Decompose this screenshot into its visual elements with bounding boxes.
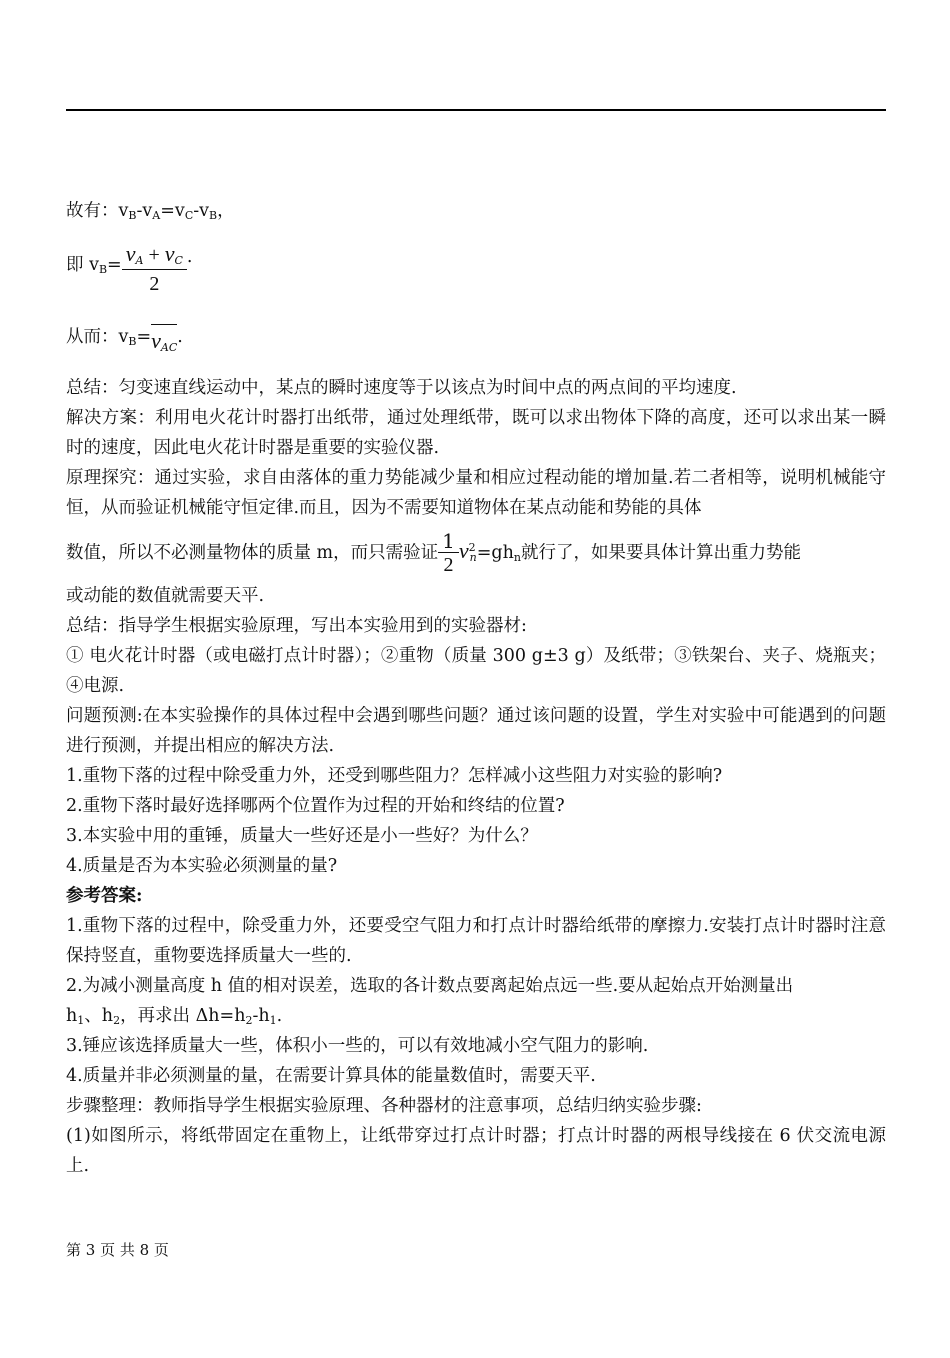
problem-prediction: 问题预测:在本实验操作的具体过程中会遇到哪些问题？通过该问题的设置，学生对实验中可能遇到的问题进行预测，并提出相应的解决方法. bbox=[66, 706, 886, 756]
answer-2: 2.为减小测量高度 h 值的相对误差，选取的各计数点要离起始点远一些.要从起始点开始测量出 bbox=[66, 976, 794, 996]
steps-intro: 步骤整理：教师指导学生根据实验原理、各种器材的注意事项，总结归纳实验步骤: bbox=[66, 1096, 702, 1116]
fraction-one-half: $\frac{1}{2}$ bbox=[438, 530, 459, 577]
answer-2-formula: $h_1$、$h_2$，再求出 $\Delta h=h_2-h_1$. bbox=[66, 1006, 283, 1027]
header-rule bbox=[66, 109, 886, 111]
fraction-va-plus-vc: $\frac{v_A + v_C}{2}$ bbox=[122, 240, 187, 298]
principle-paragraph-end: 或动能的数值就需要天平. bbox=[66, 586, 265, 606]
answer-3: 3.锤应该选择质量大一些，体积小一些的，可以有效地减小空气阻力的影响. bbox=[66, 1036, 649, 1056]
equation-vb-average: 即 $v_B=$ $\frac{v_A + v_C}{2}$ . bbox=[66, 240, 886, 298]
step-1: (1)如图所示，将纸带固定在重物上，让纸带穿过打点计时器；打点计时器的两根导线接在 6 伏交流电源上. bbox=[66, 1126, 886, 1176]
equipment-summary: 总结：指导学生根据实验原理，写出本实验用到的实验器材: bbox=[66, 616, 527, 636]
question-2: 2.重物下落时最好选择哪两个位置作为过程的开始和终结的位置? bbox=[66, 796, 565, 816]
question-3: 3.本实验中用的重锤，质量大一些好还是小一些好？为什么？ bbox=[66, 826, 538, 846]
question-1: 1.重物下落的过程中除受重力外，还受到哪些阻力？怎样减小这些阻力对实验的影响? bbox=[66, 766, 723, 786]
body-text bbox=[66, 373, 886, 1181]
principle-formula-line: 数值，所以不必测量物体的质量 m，而只需验证 $\frac{1}{2}$ $v^2_n=gh_n$就行了，如果要具体计算出重力势能 bbox=[66, 529, 801, 576]
answer-4: 4.质量并非必须测量的量，在需要计算具体的能量数值时，需要天平. bbox=[66, 1066, 596, 1086]
equation-vb-mean-ac: 从而：$v_B=v_{AC}$. bbox=[66, 318, 886, 352]
answers-heading: 参考答案: bbox=[66, 886, 143, 906]
equipment-list: ① 电火花计时器（或电磁打点计时器）；②重物（质量 300 g±3 g）及纸带；③铁架台、夹子、烧瓶夹；④电源. bbox=[66, 646, 886, 696]
summary-paragraph: 总结：匀变速直线运动中，某点的瞬时速度等于以该点为时间中点的两点间的平均速度. bbox=[66, 378, 737, 398]
page-number: 第 3 页 共 8 页 bbox=[66, 1241, 169, 1259]
equation-velocity-difference: 故有：$v_B-v_A=v_C-v_B$， bbox=[66, 201, 235, 222]
mean-velocity-bar: $v_{AC}$ bbox=[151, 324, 177, 358]
answer-1: 1.重物下落的过程中，除受重力外，还要受空气阻力和打点计时器给纸带的摩擦力.安装打点计时器时注意保持竖直，重物要选择质量大一些的. bbox=[66, 916, 886, 966]
principle-paragraph: 原理探究：通过实验，求自由落体的重力势能减少量和相应过程动能的增加量.若二者相等，说明机械能守恒，从而验证机械能守恒定律.而且，因为不需要知道物体在某点动能和势能的具体 bbox=[66, 468, 886, 518]
question-4: 4.质量是否为本实验必须测量的量? bbox=[66, 856, 338, 876]
solution-paragraph: 解决方案：利用电火花计时器打出纸带，通过处理纸带，既可以求出物体下降的高度，还可以求出某一瞬时的速度，因此电火花计时器是重要的实验仪器. bbox=[66, 408, 886, 458]
